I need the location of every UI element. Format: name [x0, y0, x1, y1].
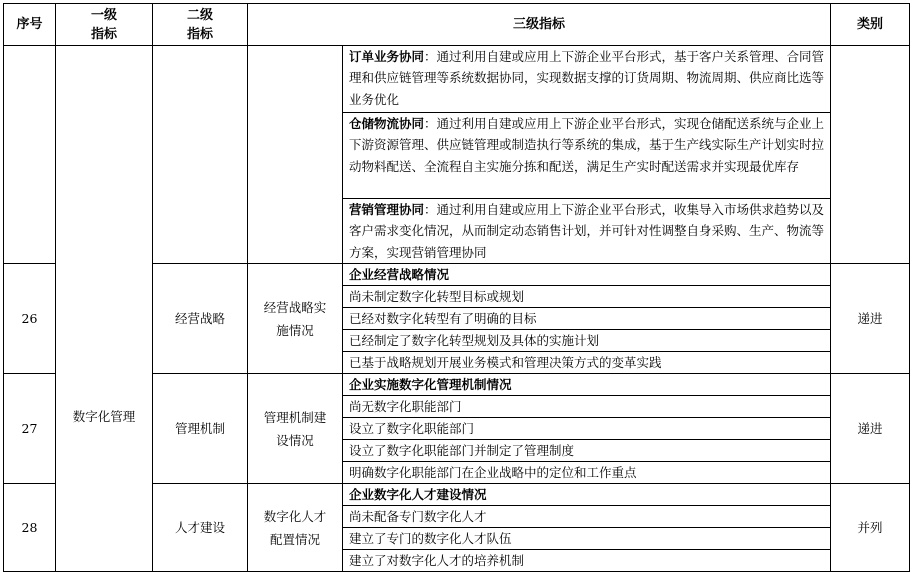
desc-cell	[343, 199, 831, 264]
desc-title: 订单业务协同	[349, 49, 425, 64]
seq-cell: 26	[4, 264, 56, 374]
header-level1: 一级 指标	[56, 4, 153, 46]
option-item: 明确数字化职能部门在企业战略中的定位和工作重点	[343, 462, 831, 484]
seq-cell: 27	[4, 374, 56, 484]
header-seq: 序号	[4, 4, 56, 46]
level3-name-cell: 数字化人才 配置情况	[248, 484, 343, 572]
table-row	[4, 264, 910, 286]
category-cell-empty	[831, 46, 910, 264]
level2-cell-empty	[153, 46, 248, 264]
option-item: 尚无数字化职能部门	[343, 396, 831, 418]
desc-text: ：通过利用自建或应用上下游企业平台形式，实现仓储配送系统与企业上下游资源管理、供应链管理或制造执行等系统的集成，基于生产线实际生产计划实时拉动物料配送、全流程自主实施分拣和配送，满足生产实时配送需求并实现最优库存	[349, 116, 825, 174]
option-item: 尚未配备专门数字化人才	[343, 506, 831, 528]
option-heading: 企业实施数字化管理机制情况	[343, 374, 831, 396]
level2-cell: 管理机制	[153, 374, 248, 484]
seq-cell-empty	[4, 46, 56, 264]
seq-cell: 28	[4, 484, 56, 572]
desc-cell	[343, 113, 831, 199]
header-level2: 二级 指标	[153, 4, 248, 46]
desc-title: 仓储物流协同	[349, 116, 425, 131]
level2-cell: 人才建设	[153, 484, 248, 572]
category-cell: 并列	[831, 484, 910, 572]
category-cell: 递进	[831, 374, 910, 484]
category-cell: 递进	[831, 264, 910, 374]
option-item: 已经制定了数字化转型规划及具体的实施计划	[343, 330, 831, 352]
desc-text: ：通过利用自建或应用上下游企业平台形式，基于客户关系管理、合同管理和供应链管理等系统数据协同，实现数据支撑的订货周期、物流周期、供应商比选等业务优化	[349, 49, 825, 107]
indicator-table	[3, 3, 910, 572]
option-item: 已基于战略规划开展业务模式和管理决策方式的变革实践	[343, 352, 831, 374]
level1-cell: 数字化管理	[56, 264, 153, 572]
level3-name-cell: 管理机制建 设情况	[248, 374, 343, 484]
header-category: 类别	[831, 4, 910, 46]
option-item: 设立了数字化职能部门	[343, 418, 831, 440]
desc-cell	[343, 46, 831, 113]
header-row	[4, 4, 910, 46]
option-item: 已经对数字化转型有了明确的目标	[343, 308, 831, 330]
option-item: 设立了数字化职能部门并制定了管理制度	[343, 440, 831, 462]
desc-text: ：通过利用自建或应用上下游企业平台形式，收集导入市场供求趋势以及客户需求变化情况，从而制定动态销售计划，并可针对性调整自身采购、生产、物流等方案，实现营销管理协同	[349, 202, 825, 260]
level3-name-cell: 经营战略实 施情况	[248, 264, 343, 374]
option-item: 尚未制定数字化转型目标或规划	[343, 286, 831, 308]
option-heading: 企业经营战略情况	[343, 264, 831, 286]
option-item: 建立了对数字化人才的培养机制	[343, 550, 831, 572]
level3-name-cell-empty	[248, 46, 343, 264]
header-level3: 三级指标	[248, 4, 831, 46]
option-heading: 企业数字化人才建设情况	[343, 484, 831, 506]
level2-cell: 经营战略	[153, 264, 248, 374]
table-row	[4, 46, 910, 113]
level1-cell-empty	[56, 46, 153, 264]
option-item: 建立了专门的数字化人才队伍	[343, 528, 831, 550]
desc-title: 营销管理协同	[349, 202, 425, 217]
